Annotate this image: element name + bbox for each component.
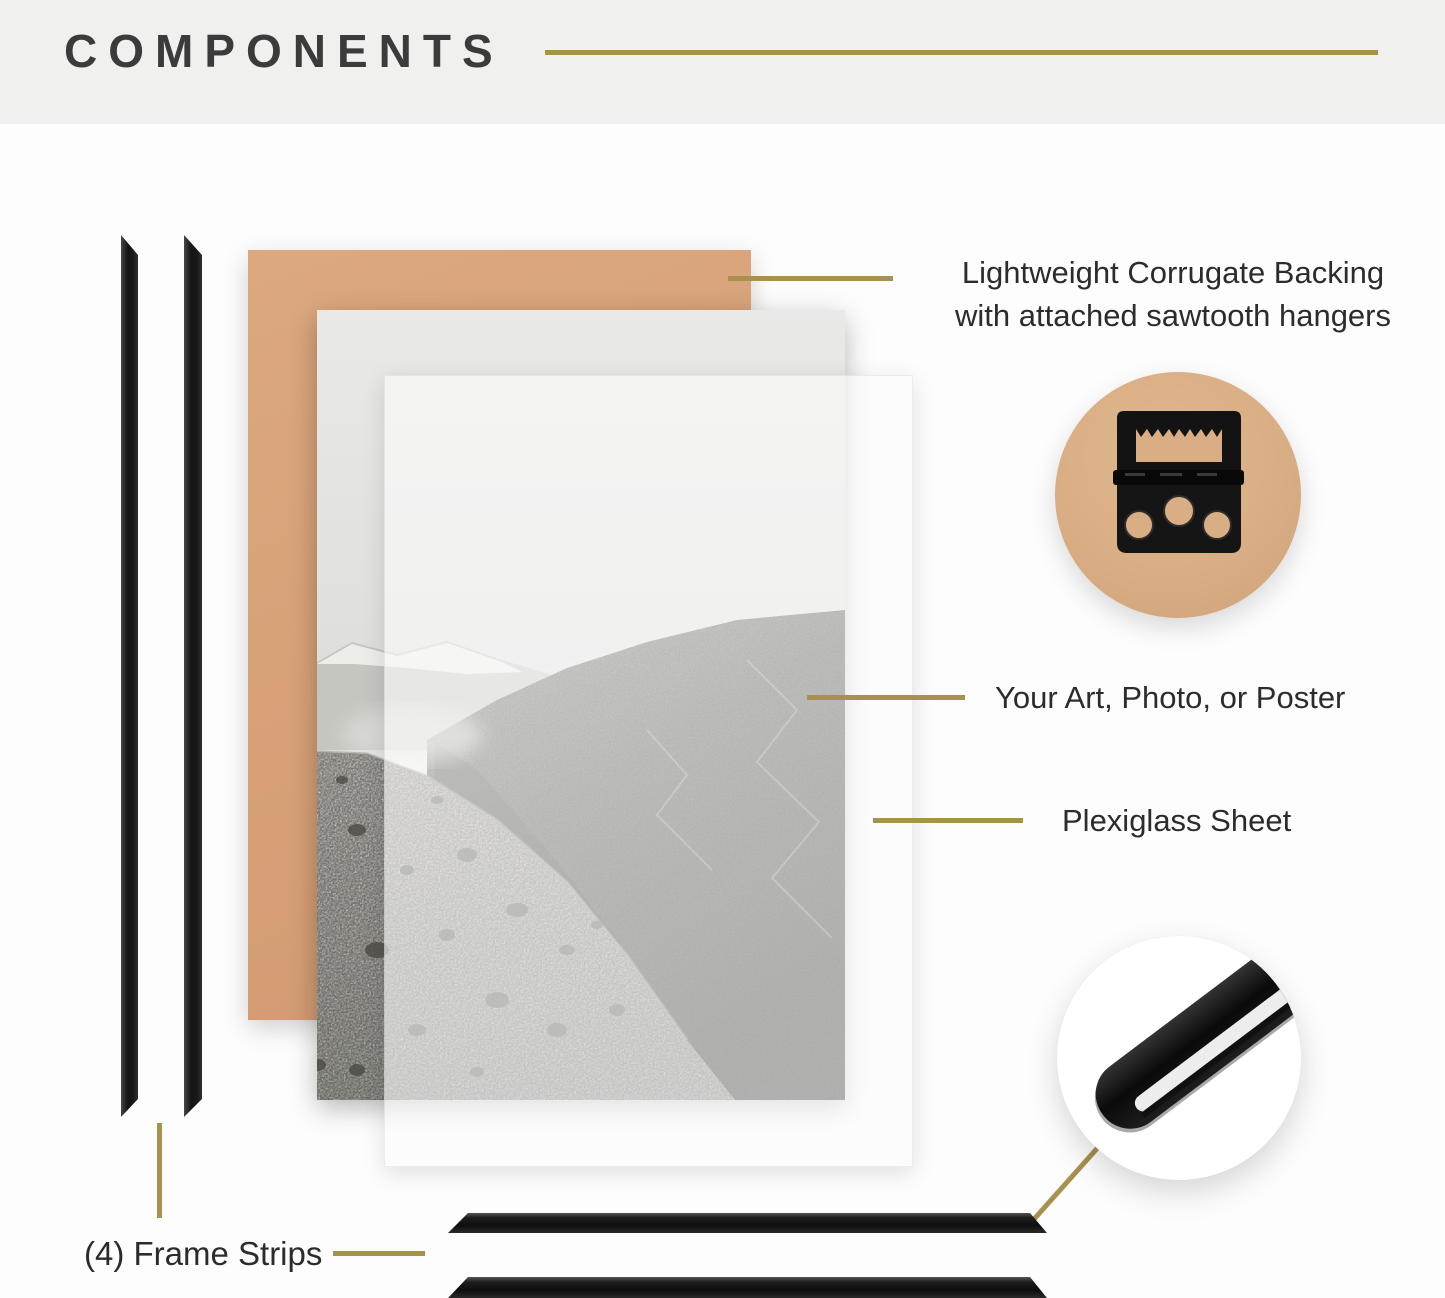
sawtooth-hanger-icon [1055,372,1301,618]
backing-label-line1: Lightweight Corrugate Backing [961,255,1385,290]
frame-strip-vertical-2 [184,235,202,1117]
frame-strips-vertical-callout-line [157,1123,162,1218]
profile-diagonal-callout-line [1030,1146,1100,1223]
frame-strip-profile-icon [1057,936,1301,1180]
frame-strips-callout-line [333,1251,425,1256]
frame-strip-horizontal-1 [448,1213,1047,1233]
header-rule [545,50,1378,55]
backing-callout-line [728,276,893,281]
plexiglass-label: Plexiglass Sheet [1062,803,1292,838]
plexiglass-sheet [384,375,913,1167]
frame-strip-horizontal-2 [448,1277,1047,1298]
frame-strips-label: (4) Frame Strips [84,1235,323,1272]
backing-label-line2: with attached sawtooth hangers [955,298,1391,333]
art-label: Your Art, Photo, or Poster [995,680,1346,715]
sawtooth-hanger-detail [1055,372,1301,618]
art-callout-line [807,695,965,700]
page-title: COMPONENTS [64,25,504,77]
backing-label [948,251,1398,337]
frame-strip-profile-detail [1057,936,1301,1180]
plexiglass-callout-line [873,818,1023,823]
frame-strip-vertical-1 [121,235,138,1117]
